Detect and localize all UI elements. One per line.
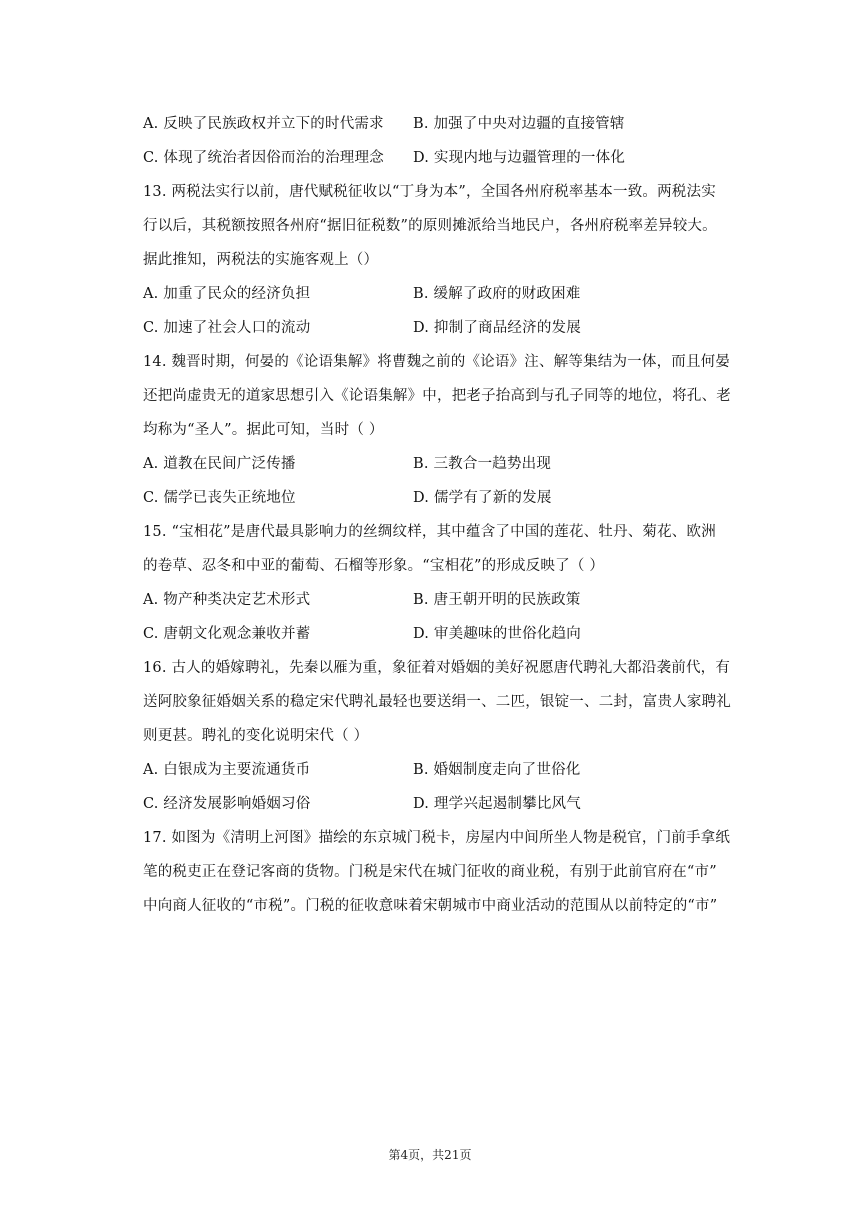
answer-option: B. 婚姻制度走向了世俗化 [413,762,581,778]
question-text-line: 还把尚虚贵无的道家思想引入《论语集解》中，把老子抬高到与孔子同等的地位，将孔、老 [143,388,731,404]
answer-options-row [143,787,743,821]
question-text-line: 行以后，其税额按照各州府“据旧征税数”的原则摊派给当地民户，各州府税率差异较大。 [143,218,717,234]
answer-option: B. 加强了中央对边疆的直接管辖 [413,116,625,132]
answer-option: A. 白银成为主要流通货币 [143,762,311,778]
question-text-line: 均称为“圣人”。据此可知，当时（ ） [143,422,384,438]
answer-options-row [143,753,743,787]
answer-options-row [143,481,743,515]
answer-option: D. 实现内地与边疆管理的一体化 [413,150,626,166]
question-text-line: 据此推知，两税法的实施客观上（） [143,252,379,268]
question-text-line: 14. 魏晋时期，何晏的《论语集解》将曹魏之前的《论语》注、解等集结为一体，而且何晏 [143,354,731,370]
answer-options-row [143,583,743,617]
question-text-line: 则更甚。聘礼的变化说明宋代（ ） [143,728,369,744]
answer-option: A. 反映了民族政权并立下的时代需求 [143,116,384,132]
question-text-line: 17. 如图为《清明上河图》描绘的东京城门税卡，房屋内中间所坐人物是税官，门前手拿纸 [143,830,731,846]
answer-option: B. 三教合一趋势出现 [413,456,552,472]
answer-option: D. 审美趣味的世俗化趋向 [413,626,581,642]
question-text-line: 16. 古人的婚嫁聘礼，先秦以雁为重，象征着对婚姻的美好祝愿唐代聘礼大都沿袭前代，有 [143,660,731,676]
answer-option: A. 加重了民众的经济负担 [143,286,311,302]
answer-options-row [143,447,743,481]
answer-option: C. 经济发展影响婚姻习俗 [143,796,311,812]
question-text-line: 15. “宝相花”是唐代最具影响力的丝绸纹样，其中蕴含了中国的莲花、牡丹、菊花、欧洲 [143,524,716,540]
answer-option: C. 加速了社会人口的流动 [143,320,311,336]
question-text-line: 的卷草、忍冬和中亚的葡萄、石榴等形象。“宝相花”的形成反映了（ ） [143,558,605,574]
answer-option: D. 理学兴起遏制攀比风气 [413,796,581,812]
question-text-line: 中向商人征收的“市税”。门税的征收意味着宋朝城市中商业活动的范围从以前特定的“市” [143,898,718,914]
answer-option: A. 物产种类决定艺术形式 [143,592,311,608]
answer-options-row [143,617,743,651]
answer-options-row [143,141,743,175]
answer-option: C. 儒学已丧失正统地位 [143,490,296,506]
question-text-line: 笔的税吏正在登记客商的货物。门税是宋代在城门征收的商业税，有别于此前官府在“市” [143,864,717,880]
answer-options-row [143,277,743,311]
question-text-line: 送阿胶象征婚姻关系的稳定宋代聘礼最轻也要送绢一、二匹，银锭一、二封，富贵人家聘礼 [143,694,731,710]
answer-options-row [143,311,743,345]
answer-option: C. 唐朝文化观念兼收并蓄 [143,626,311,642]
page-footer: 第4页，共21页 [388,1148,472,1162]
answer-option: B. 缓解了政府的财政困难 [413,286,581,302]
answer-options-row [143,107,743,141]
answer-option: A. 道教在民间广泛传播 [143,456,296,472]
answer-option: D. 儒学有了新的发展 [413,490,552,506]
question-text-line: 13. 两税法实行以前，唐代赋税征收以“丁身为本”，全国各州府税率基本一致。两税法实 [143,184,716,200]
answer-option: B. 唐王朝开明的民族政策 [413,592,581,608]
page-content [143,107,743,923]
answer-option: D. 抑制了商品经济的发展 [413,320,581,336]
answer-option: C. 体现了统治者因俗而治的治理理念 [143,150,384,166]
